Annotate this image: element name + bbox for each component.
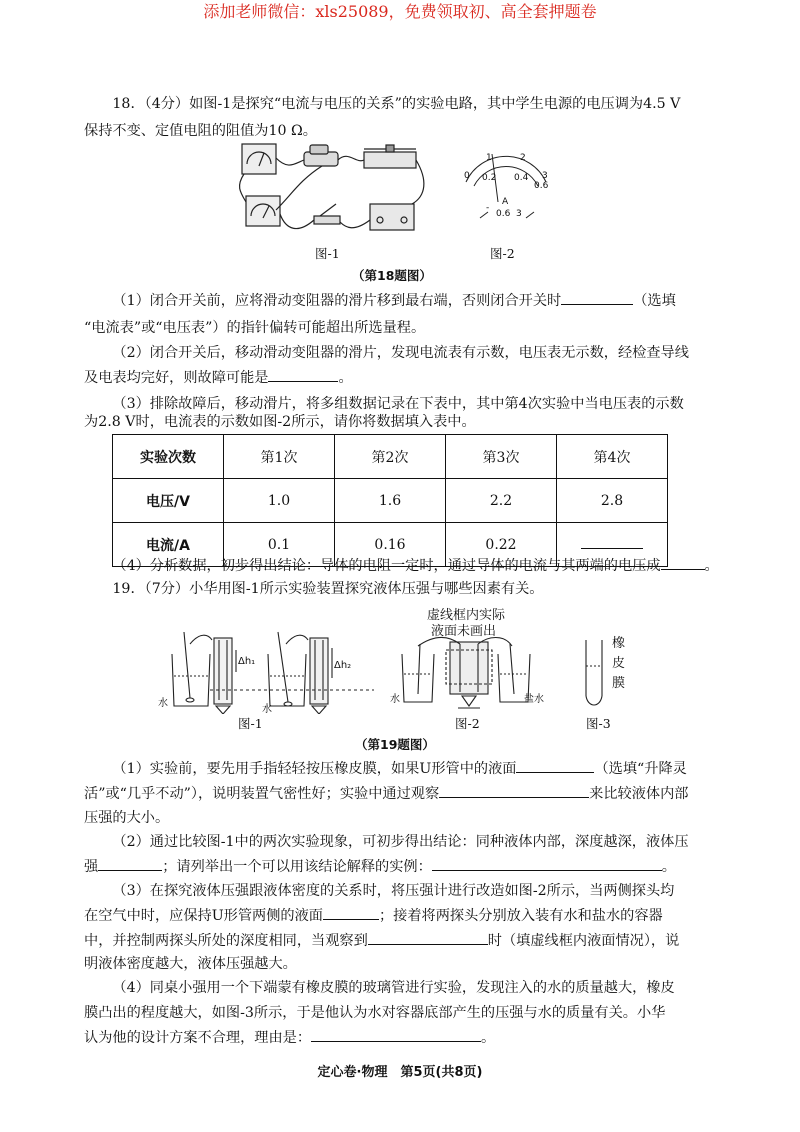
q19-sub4-text-a: （4）同桌小强用一个下端蒙有橡皮膜的玻璃管进行实验，发现注入的水的质量越大，橡皮 bbox=[112, 980, 675, 996]
q19-stem bbox=[84, 575, 724, 603]
q19-sub2-text-a: （2）通过比较图-1中的两次实验现象，可初步得出结论：同种液体内部，深度越深，液体压 bbox=[112, 834, 689, 850]
dial-top-tick-2: 2 bbox=[520, 153, 526, 163]
q19-sub3-text-e: 时（填虚线框内液面情况），说 bbox=[487, 933, 680, 949]
q19-fig3-caption: 图-3 bbox=[586, 716, 611, 731]
dial-unit: A bbox=[502, 197, 509, 207]
q19-sub1-text-e: 压强的大小。 bbox=[84, 810, 170, 826]
table-cell: 2.8 bbox=[557, 479, 668, 523]
table-cell: 1.6 bbox=[335, 479, 446, 523]
q19-sub4-text-c: 认为他的设计方案不合理，理由是： bbox=[84, 1030, 312, 1046]
q19-sub2-answer-blank-2[interactable] bbox=[432, 854, 662, 871]
q19-sub1-text-b: （选填“升降灵 bbox=[594, 761, 687, 777]
dial-terminal-neg: - bbox=[486, 203, 490, 213]
dial-bottom-tick-3: 0.6 bbox=[534, 181, 549, 191]
table-cell: 2.2 bbox=[446, 479, 557, 523]
q18-figure-title: （第18题图） bbox=[352, 268, 432, 283]
q18-sub3-cont bbox=[84, 408, 724, 436]
table-header-cell: 第1次 bbox=[224, 435, 335, 479]
q18-sub3-text-a: （3）排除故障后，移动滑片，将多组数据记录在下表中，其中第4次实验中当电压表的示数 bbox=[112, 396, 684, 412]
q18-sub2-text-c: 。 bbox=[338, 370, 353, 386]
q18-sub1 bbox=[84, 287, 724, 315]
q19-sub3-text-c: ；接着将两探头分别放入装有水和盐水的容器 bbox=[378, 908, 663, 924]
q19-sub2-text-d: 。 bbox=[661, 859, 676, 875]
q19-sub4-cont2 bbox=[84, 1024, 724, 1052]
q19-sub2-text-b: 强 bbox=[84, 859, 99, 875]
water-label-2: 水 bbox=[262, 704, 272, 714]
q19-sub3-answer-blank-2[interactable] bbox=[368, 928, 488, 945]
q18-sub3-text-b: 为2.8 V时，电流表的示数如图-2所示，请你将数据填入表中。 bbox=[84, 414, 476, 430]
q19-fig3-glass-tube bbox=[580, 636, 610, 712]
q18-ammeter-dial bbox=[452, 144, 560, 234]
q19-sub3-cont bbox=[84, 902, 724, 930]
table-header-cell: 第3次 bbox=[446, 435, 557, 479]
q19-sub1-text-d: 来比较液体内部 bbox=[589, 786, 689, 802]
table-cell: 电流/A bbox=[113, 523, 224, 567]
q19-figure-title: （第19题图） bbox=[355, 737, 435, 752]
q19-sub3-text-d: 中，并控制两探头所处的深度相同，当观察到 bbox=[84, 933, 368, 949]
q18-fig1-caption: 图-1 bbox=[315, 246, 340, 261]
q19-sub1 bbox=[84, 755, 724, 783]
table-header-cell: 第2次 bbox=[335, 435, 446, 479]
q18-sub1-text-c: “电流表”或“电压表”）的指针偏转可能超出所选量程。 bbox=[84, 320, 426, 336]
q18-sub4-text-a: （4）分析数据，初步得出结论：导体的电阻一定时，通过导体的电流与其两端的电压成 bbox=[112, 558, 661, 574]
q18-table-answer-blank[interactable] bbox=[581, 536, 643, 549]
q18-sub1-text-b: （选填 bbox=[633, 293, 676, 309]
dial-terminal-3: 3 bbox=[516, 209, 522, 219]
q19-sub1-answer-blank-1[interactable] bbox=[516, 756, 594, 773]
table-header-row bbox=[113, 435, 668, 479]
dial-top-tick-0: 0 bbox=[464, 171, 470, 181]
q19-stem-text: 19．（7分）小华用图-1所示实验装置探究液体压强与哪些因素有关。 bbox=[112, 581, 544, 597]
promo-banner: 添加老师微信：xls25089，免费领取初、高全套押题卷 bbox=[203, 2, 597, 21]
q19-membrane-label-1: 橡 bbox=[612, 636, 626, 651]
q18-sub2-text-b: 及电表均完好，则故障可能是 bbox=[84, 370, 269, 386]
q19-fig-note-2: 液面未画出 bbox=[431, 624, 497, 639]
dh1-label: Δh₁ bbox=[238, 656, 256, 667]
q18-sub1-answer-blank[interactable] bbox=[561, 288, 633, 305]
q19-sub4-answer-blank[interactable] bbox=[311, 1025, 481, 1042]
dial-bottom-tick-2: 0.4 bbox=[514, 173, 529, 183]
q18-fig2-caption: 图-2 bbox=[490, 246, 515, 261]
fig2-water-label: 水 bbox=[390, 694, 400, 705]
q18-sub2 bbox=[84, 339, 724, 367]
q18-circuit-figure bbox=[236, 140, 426, 240]
q19-fig2-caption: 图-2 bbox=[455, 716, 480, 731]
q19-sub3-text-a: （3）在探究液体压强跟液体密度的关系时，将压强计进行改造如图-2所示，当两侧探头均 bbox=[112, 883, 675, 899]
q19-sub4-text-d: 。 bbox=[481, 1030, 496, 1046]
q18-stem-line1 bbox=[84, 90, 724, 118]
page-footer: 定心卷·物理 第5页(共8页) bbox=[317, 1065, 483, 1080]
q19-sub4 bbox=[84, 974, 724, 1002]
q19-sub1-text-a: （1）实验前，要先用手指轻轻按压橡皮膜，如果U形管中的液面 bbox=[112, 761, 517, 777]
dial-terminal-06: 0.6 bbox=[496, 209, 511, 219]
table-row-voltage bbox=[113, 479, 668, 523]
q18-stem-text-1: 18．（4分）如图-1是探究“电流与电压的关系”的实验电路，其中学生电源的电压调为4.5 V bbox=[112, 96, 681, 112]
q18-sub2-answer-blank[interactable] bbox=[268, 365, 338, 382]
q19-sub4-text-b: 膜凸出的程度越大，如图-3所示，于是他认为水对容器底部产生的压强与水的质量有关。小华 bbox=[84, 1005, 666, 1021]
q19-sub1-answer-blank-2[interactable] bbox=[439, 781, 589, 798]
dh2-label: Δh₂ bbox=[334, 660, 352, 671]
q18-stem-text-2: 保持不变、定值电阻的阻值为10 Ω。 bbox=[84, 123, 317, 139]
water-label-1: 水 bbox=[158, 698, 168, 709]
q18-sub2-cont bbox=[84, 364, 724, 392]
fig2-salt-water-label: 盐水 bbox=[524, 694, 544, 705]
q18-sub1-cont bbox=[84, 314, 724, 342]
dial-bottom-tick-1: 0.2 bbox=[482, 173, 497, 183]
q19-fig1-apparatus bbox=[150, 614, 380, 714]
table-cell: 0.22 bbox=[446, 523, 557, 567]
q19-fig1-caption: 图-1 bbox=[238, 716, 263, 731]
dial-top-tick-3: 3 bbox=[542, 171, 548, 181]
q19-membrane-label-2: 皮 bbox=[612, 656, 626, 671]
q19-sub4-cont bbox=[84, 999, 724, 1027]
q19-sub2 bbox=[84, 828, 724, 856]
q19-fig2-apparatus bbox=[388, 636, 548, 714]
q19-sub3-text-b: 在空气中时，应保持U形管两侧的液面 bbox=[84, 908, 323, 924]
q19-sub2-text-c: ；请列举出一个可以用该结论解释的实例： bbox=[162, 859, 432, 875]
q18-sub2-text-a: （2）闭合开关后，移动滑动变阻器的滑片，发现电流表有示数，电压表无示数，经检查导线 bbox=[112, 345, 689, 361]
q18-data-table bbox=[112, 434, 668, 567]
q19-membrane-label-3: 膜 bbox=[612, 676, 626, 691]
table-header-cell: 第4次 bbox=[557, 435, 668, 479]
table-cell: 0.16 bbox=[335, 523, 446, 567]
q19-sub1-text-c: 活”或“几乎不动”），说明装置气密性好；实验中通过观察 bbox=[84, 786, 440, 802]
q19-sub3-answer-blank-1[interactable] bbox=[323, 903, 379, 920]
table-cell: 1.0 bbox=[224, 479, 335, 523]
q19-sub3-text-f: 明液体密度越大，液体压强越大。 bbox=[84, 956, 297, 972]
dial-top-tick-1: 1 bbox=[486, 153, 492, 163]
q18-sub4-text-b: 。 bbox=[704, 558, 719, 574]
table-cell: 0.1 bbox=[224, 523, 335, 567]
q19-sub3 bbox=[84, 877, 724, 905]
q19-sub2-answer-blank-1[interactable] bbox=[98, 854, 162, 871]
table-header-cell: 实验次数 bbox=[113, 435, 224, 479]
q18-sub1-text-a: （1）闭合开关前，应将滑动变阻器的滑片移到最右端，否则闭合开关时 bbox=[112, 293, 562, 309]
q19-fig-note-1: 虚线框内实际 bbox=[427, 608, 506, 623]
table-cell: 电压/V bbox=[113, 479, 224, 523]
q18-sub4-answer-blank[interactable] bbox=[661, 553, 705, 570]
